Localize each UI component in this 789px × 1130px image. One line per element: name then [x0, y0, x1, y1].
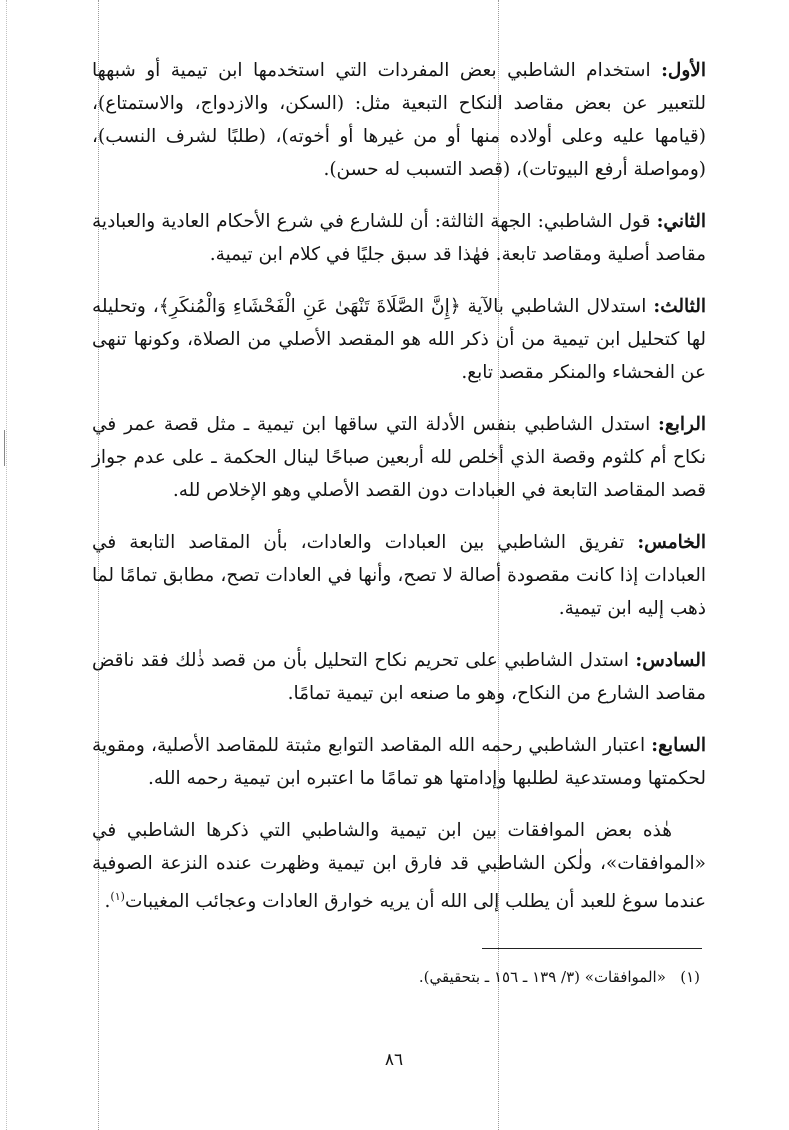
footnote-text: «الموافقات» (٣/ ١٣٩ ـ ١٥٦ ـ بتحقيقي).: [418, 968, 666, 986]
paragraph-text: استدل الشاطبي بنفس الأدلة التي ساقها ابن تيمية ـ مثل قصة عمر في نكاح أم كلثوم وقصة الذي أخلص لله أربعين صباحًا لينال الحكمة ـ على عدم جواز قصد المقاصد التابعة في العبادات دون القصد الأصلي وهو الإخلاص لله.: [92, 414, 706, 501]
footnote-separator: [482, 948, 702, 949]
paragraph-fifth: [92, 526, 706, 625]
paragraph-lead: الثالث:: [653, 296, 706, 317]
paragraph-lead: الثاني:: [656, 211, 706, 232]
quran-verse: ﴿إِنَّ الصَّلَاةَ تَنْهَىٰ عَنِ الْفَحْشَاءِ وَالْمُنكَرِ﴾: [158, 296, 461, 317]
paragraph-text: استدل الشاطبي على تحريم نكاح التحليل بأن من قصد ذٰلك فقد ناقض مقاصد الشارع من النكاح، وهو ما صنعه ابن تيمية تمامًا.: [92, 650, 706, 704]
paragraph-closing: [92, 814, 706, 918]
paragraph-lead: الخامس:: [637, 532, 706, 553]
paragraph-seventh: [92, 729, 706, 795]
paragraph-text: اعتبار الشاطبي رحمه الله المقاصد التوابع مثبتة للمقاصد الأصلية، ومقوية لحكمتها ومستدعية لطلبها وإدامتها هو تمامًا ما اعتبره ابن تيمية رحمه الله.: [92, 735, 706, 789]
footnote-reference[interactable]: (١): [110, 890, 125, 903]
paragraph-lead: السابع:: [651, 735, 706, 756]
paragraph-first: [92, 54, 706, 186]
paragraph-text: ، وتحليله لها كتحليل ابن تيمية من أن ذكر الله هو المقصد الأصلي من الصلاة، وكونها تنهى عن الفحشاء والمنكر مقصد تابع.: [92, 296, 706, 383]
closing-end-mark: .: [104, 891, 111, 913]
scan-edge-mark: [4, 430, 5, 466]
paragraph-sixth: [92, 644, 706, 710]
footnote: [300, 966, 700, 988]
paragraph-lead: الأول:: [661, 60, 706, 81]
paragraph-second: [92, 205, 706, 271]
paragraph-text: استدلال الشاطبي بالآية: [460, 296, 654, 317]
footnote-marker: (١): [680, 968, 700, 986]
closing-text: هٰذه بعض الموافقات بين ابن تيمية والشاطبي التي ذكرها الشاطبي في «الموافقات»، ولٰكن الشاطبي قد فارق ابن تيمية وظهرت عنده النزعة الصوفية عندما سوغ للعبد أن يطلب إلى الله أن يريه خوارق العادات وعجائب المغيبات: [92, 820, 706, 913]
paragraph-third: [92, 290, 706, 389]
paragraph-lead: السادس:: [635, 650, 706, 671]
page-number: ٨٦: [384, 1050, 404, 1070]
scan-guide-line-edge: [6, 0, 7, 1130]
paragraph-text: تفريق الشاطبي بين العبادات والعادات، بأن المقاصد التابعة في العبادات إذا كانت مقصودة أصالة لا تصح، وأنها في العادات تصح، مطابق تمامًا لما ذهب إليه ابن تيمية.: [92, 532, 706, 619]
body-text: [92, 54, 706, 918]
paragraph-text: قول الشاطبي: الجهة الثالثة: أن للشارع في شرع الأحكام العادية والعبادية مقاصد أصلية ومقاصد تابعة. فهٰذا قد سبق جليًا في كلام ابن تيمية.: [92, 211, 706, 265]
paragraph-lead: الرابع:: [658, 414, 706, 435]
paragraph-fourth: [92, 408, 706, 507]
paragraph-text: استخدام الشاطبي بعض المفردات التي استخدمها ابن تيمية أو شبهها للتعبير عن بعض مقاصد النكاح التبعية مثل: (السكن، والازدواج، والاستمتاع)، (قيامها عليه وعلى أولاده منها أو من غيرها أو أخوته)، (طلبًا لشرف النسب)، (ومواصلة أرفع البيوتات)، (قصد التسبب له حسن).: [92, 60, 706, 180]
